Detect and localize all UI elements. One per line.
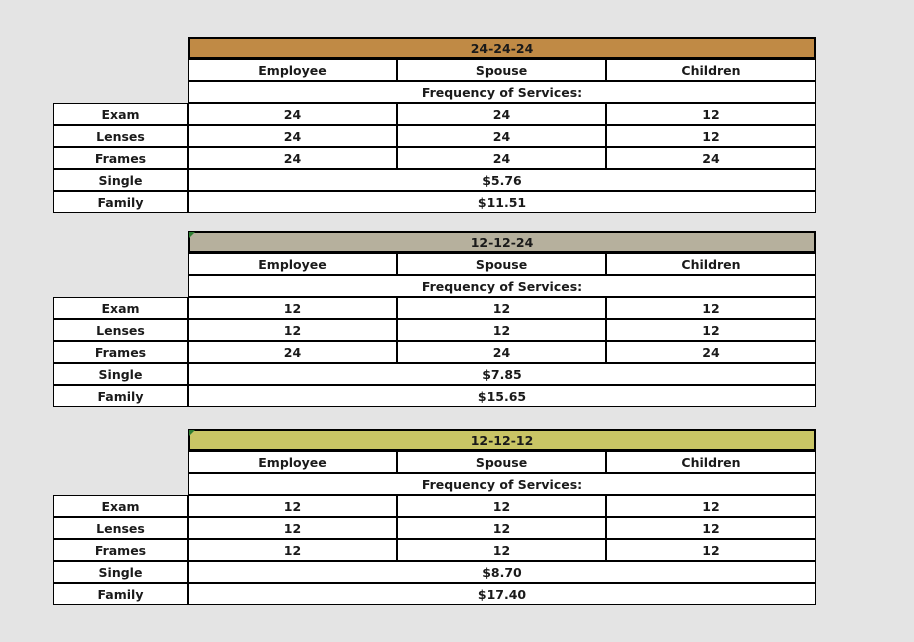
value-cell[interactable]: 24 xyxy=(606,147,816,169)
value-cell[interactable]: 12 xyxy=(606,319,816,341)
row-label-lenses[interactable]: Lenses xyxy=(53,517,188,539)
value-cell[interactable]: 12 xyxy=(606,297,816,319)
value-cell[interactable]: 12 xyxy=(188,517,397,539)
value-cell[interactable]: 12 xyxy=(397,319,606,341)
value-cell[interactable]: 12 xyxy=(397,495,606,517)
value-cell[interactable]: 12 xyxy=(606,125,816,147)
value-cell[interactable]: 24 xyxy=(188,147,397,169)
row-label-frames[interactable]: Frames xyxy=(53,341,188,363)
row-label-exam[interactable]: Exam xyxy=(53,103,188,125)
value-cell[interactable]: 12 xyxy=(606,517,816,539)
value-cell[interactable]: 12 xyxy=(397,517,606,539)
row-label-lenses[interactable]: Lenses xyxy=(53,319,188,341)
column-header-employee[interactable]: Employee xyxy=(188,59,397,81)
row-label-frames[interactable]: Frames xyxy=(53,539,188,561)
value-cell[interactable]: 24 xyxy=(397,103,606,125)
rate-value-single[interactable]: $5.76 xyxy=(188,169,816,191)
value-cell[interactable]: 12 xyxy=(397,297,606,319)
value-cell[interactable]: 24 xyxy=(188,103,397,125)
column-header-spouse[interactable]: Spouse xyxy=(397,451,606,473)
value-cell[interactable]: 12 xyxy=(606,103,816,125)
value-cell[interactable]: 24 xyxy=(606,341,816,363)
value-cell[interactable]: 12 xyxy=(188,495,397,517)
column-header-employee[interactable]: Employee xyxy=(188,253,397,275)
rate-label-family[interactable]: Family xyxy=(53,385,188,407)
column-header-children[interactable]: Children xyxy=(606,451,816,473)
rate-label-family[interactable]: Family xyxy=(53,583,188,605)
rate-value-single[interactable]: $7.85 xyxy=(188,363,816,385)
value-cell[interactable]: 12 xyxy=(606,495,816,517)
plan-title[interactable]: 12-12-12 xyxy=(188,429,816,451)
rate-value-family[interactable]: $11.51 xyxy=(188,191,816,213)
value-cell[interactable]: 12 xyxy=(606,539,816,561)
value-cell[interactable]: 24 xyxy=(397,125,606,147)
column-header-spouse[interactable]: Spouse xyxy=(397,59,606,81)
column-header-employee[interactable]: Employee xyxy=(188,451,397,473)
value-cell[interactable]: 12 xyxy=(188,319,397,341)
row-label-frames[interactable]: Frames xyxy=(53,147,188,169)
value-cell[interactable]: 12 xyxy=(397,539,606,561)
value-cell[interactable]: 12 xyxy=(188,297,397,319)
row-label-exam[interactable]: Exam xyxy=(53,297,188,319)
plan-title[interactable]: 12-12-24 xyxy=(188,231,816,253)
value-cell[interactable]: 24 xyxy=(188,125,397,147)
rate-label-single[interactable]: Single xyxy=(53,169,188,191)
row-label-lenses[interactable]: Lenses xyxy=(53,125,188,147)
rate-value-single[interactable]: $8.70 xyxy=(188,561,816,583)
rate-value-family[interactable]: $17.40 xyxy=(188,583,816,605)
frequency-subheader[interactable]: Frequency of Services: xyxy=(188,473,816,495)
column-header-children[interactable]: Children xyxy=(606,59,816,81)
value-cell[interactable]: 12 xyxy=(188,539,397,561)
rate-value-family[interactable]: $15.65 xyxy=(188,385,816,407)
plan-title[interactable]: 24-24-24 xyxy=(188,37,816,59)
column-header-children[interactable]: Children xyxy=(606,253,816,275)
column-header-spouse[interactable]: Spouse xyxy=(397,253,606,275)
comment-indicator-icon xyxy=(189,430,195,436)
rate-label-single[interactable]: Single xyxy=(53,561,188,583)
rate-label-family[interactable]: Family xyxy=(53,191,188,213)
value-cell[interactable]: 24 xyxy=(397,341,606,363)
frequency-subheader[interactable]: Frequency of Services: xyxy=(188,275,816,297)
value-cell[interactable]: 24 xyxy=(397,147,606,169)
comment-indicator-icon xyxy=(189,232,195,238)
frequency-subheader[interactable]: Frequency of Services: xyxy=(188,81,816,103)
rate-label-single[interactable]: Single xyxy=(53,363,188,385)
row-label-exam[interactable]: Exam xyxy=(53,495,188,517)
value-cell[interactable]: 24 xyxy=(188,341,397,363)
